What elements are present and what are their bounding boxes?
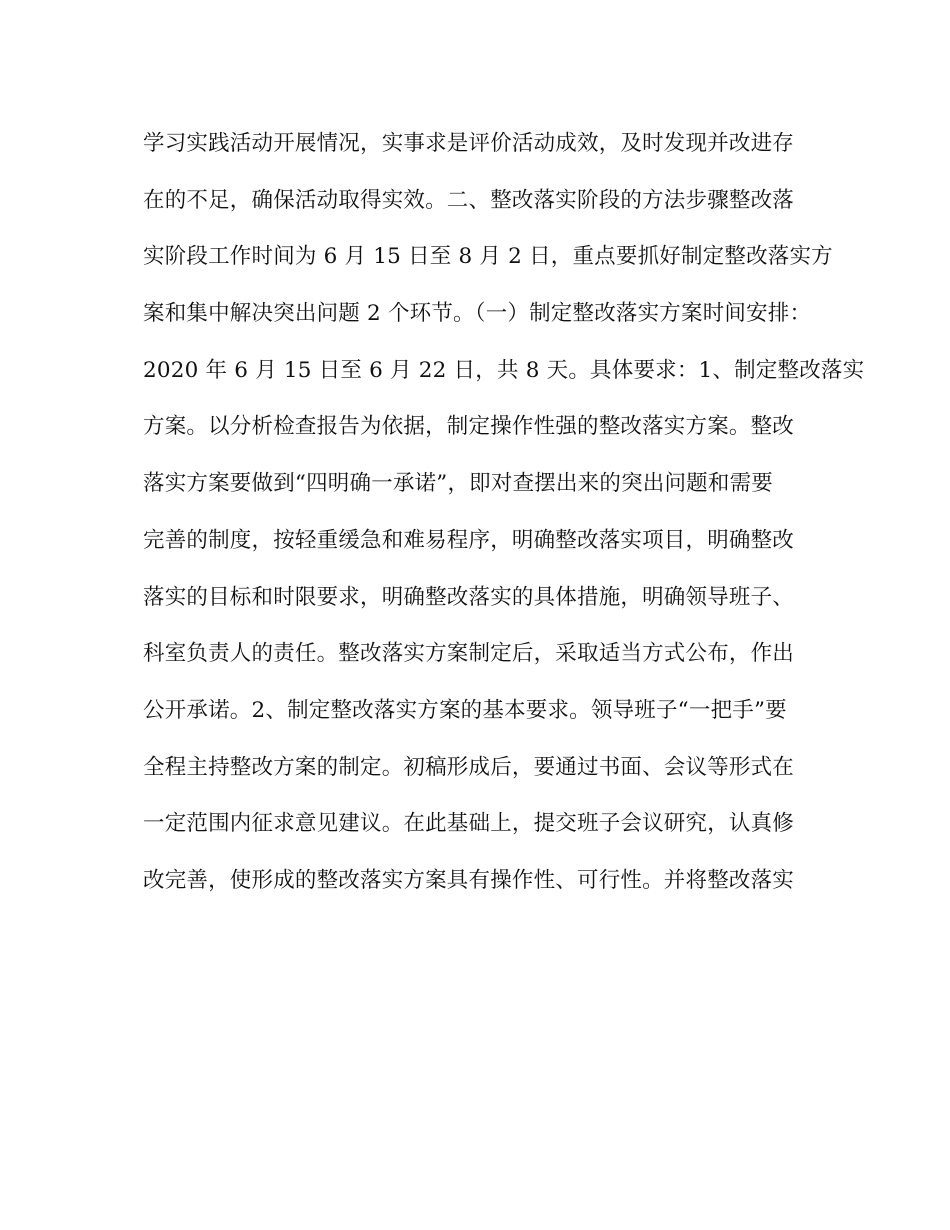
text-line: 落实方案要做到“四明确一承诺”，即对查摆出来的突出问题和需要 xyxy=(143,471,773,497)
text-line: 完善的制度，按轻重缓急和难易程序，明确整改落实项目，明确整改 xyxy=(143,527,795,553)
text-line: 科室负责人的责任。整改落实方案制定后，采取适当方式公布，作出 xyxy=(143,641,795,667)
text-line: 改完善，使形成的整改落实方案具有操作性、可行性。并将整改落实 xyxy=(143,867,795,893)
text-line: 方案。以分析检查报告为依据，制定操作性强的整改落实方案。整改 xyxy=(143,414,795,440)
text-line: 一定范围内征求意见建议。在此基础上，提交班子会议研究，认真修 xyxy=(143,811,795,837)
text-line: 案和集中解决突出问题 2 个环节。（一）制定整改落实方案时间安排： xyxy=(143,301,812,327)
body-text xyxy=(143,124,865,918)
text-line: 公开承诺。2、制定整改落实方案的基本要求。领导班子“一把手”要 xyxy=(143,697,787,723)
text-line: 实阶段工作时间为 6 月 15 日至 8 月 2 日，重点要抓好制定整改落实方 xyxy=(143,244,833,270)
text-line: 落实的目标和时限要求，明确整改落实的具体措施，明确领导班子、 xyxy=(143,584,795,610)
text-line: 在的不足，确保活动取得实效。二、整改落实阶段的方法步骤整改落 xyxy=(143,187,795,213)
text-line: 2020 年 6 月 15 日至 6 月 22 日，共 8 天。具体要求：1、制定整改落实 xyxy=(143,357,865,383)
text-line: 全程主持整改方案的制定。初稿形成后，要通过书面、会议等形式在 xyxy=(143,754,795,780)
text-line: 学习实践活动开展情况，实事求是评价活动成效，及时发现并改进存 xyxy=(143,131,795,156)
